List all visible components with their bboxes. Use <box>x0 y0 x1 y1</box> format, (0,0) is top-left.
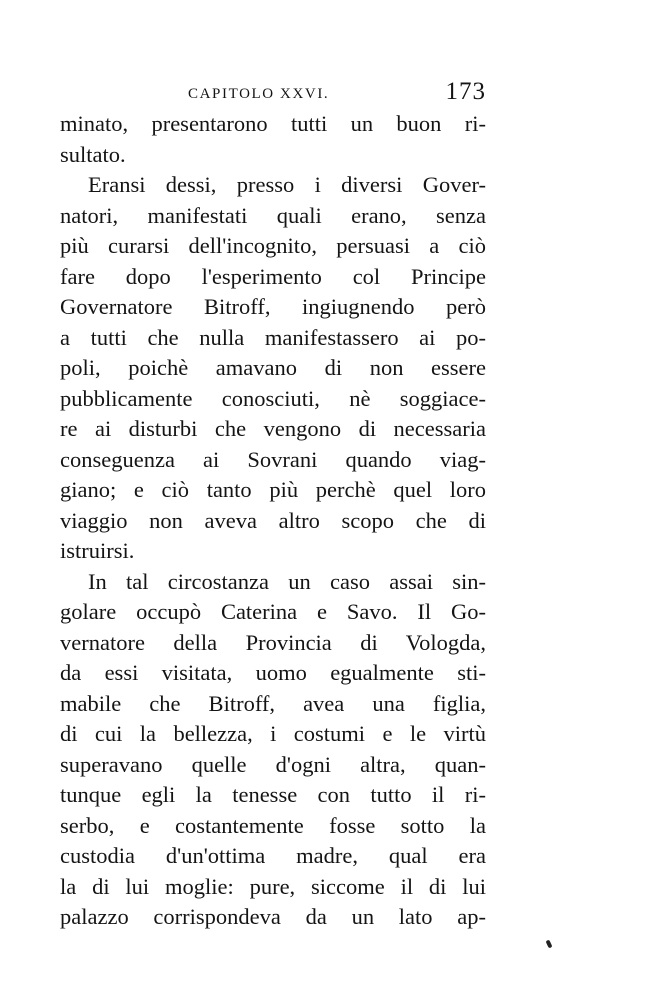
text-line: a tutti che nulla manifestassero ai po- <box>60 324 486 350</box>
text-line: natori, manifestati quali erano, senza <box>60 202 486 228</box>
body-text <box>60 109 486 933</box>
text-line: palazzo corrispondeva da un lato ap- <box>60 904 486 929</box>
text-line: re ai disturbi che vengono di necessaria <box>60 416 486 441</box>
text-line: la di lui moglie: pure, siccome il di lui <box>60 873 486 899</box>
text-line: fare dopo l'esperimento col Principe <box>60 263 486 289</box>
text-line: tunque egli la tenesse con tutto il ri- <box>60 782 486 807</box>
text-line: sultato. <box>60 141 126 167</box>
chapter-heading: CAPITOLO XXVI. <box>188 86 330 102</box>
text-line: custodia d'un'ottima madre, qual era <box>60 843 486 868</box>
text-line: serbo, e costantemente fosse sotto la <box>60 812 486 838</box>
text-line: viaggio non aveva altro scopo che di <box>60 507 486 533</box>
text-line: Governatore Bitroff, ingiugnendo però <box>60 294 486 319</box>
text-line: istruirsi. <box>60 538 135 563</box>
text-line: golare occupò Caterina e Savo. Il Go- <box>60 599 486 624</box>
text-line: poli, poichè amavano di non essere <box>60 355 486 380</box>
text-line: vernatore della Provincia di Vologda, <box>60 629 486 655</box>
text-line: da essi visitata, uomo egualmente sti- <box>60 660 486 685</box>
text-line: minato, presentarono tutti un buon ri- <box>60 111 486 136</box>
text-line: pubblicamente conosciuti, nè soggiace- <box>60 385 486 411</box>
text-line: superavano quelle d'ogni altra, quan- <box>60 751 486 777</box>
text-line: più curarsi dell'incognito, persuasi a ciò <box>60 233 486 258</box>
text-line: conseguenza ai Sovrani quando viag- <box>60 446 486 472</box>
page-number: 173 <box>445 78 486 105</box>
ink-speck <box>545 940 552 949</box>
text-line: di cui la bellezza, i costumi e le virtù <box>60 721 486 746</box>
running-head <box>60 78 486 110</box>
text-line: mabile che Bitroff, avea una figlia, <box>60 690 486 716</box>
text-line: giano; e ciò tanto più perchè quel loro <box>60 477 486 502</box>
text-line: In tal circostanza un caso assai sin- <box>88 568 486 594</box>
text-line: Eransi dessi, presso i diversi Gover- <box>88 172 486 197</box>
